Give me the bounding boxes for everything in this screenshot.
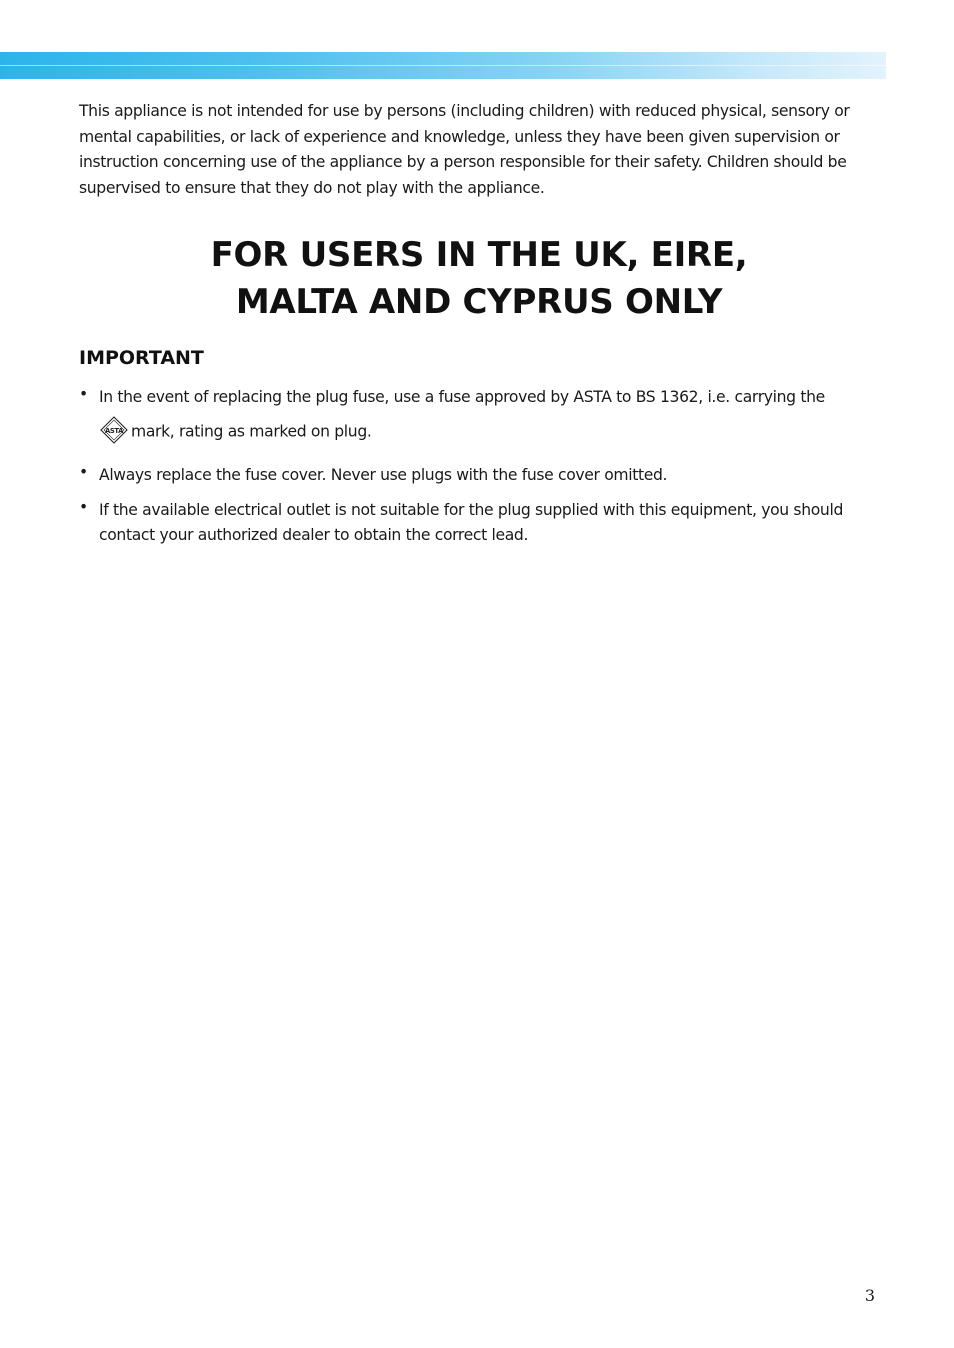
page-number: 3	[864, 1286, 875, 1305]
list-item	[79, 498, 879, 548]
bullet-text-after-mark: mark, rating as marked on plug.	[131, 422, 372, 441]
asta-approval-mark-icon	[99, 416, 129, 444]
page-title-line-2: MALTA AND CYPRUS ONLY	[235, 281, 723, 322]
header-band-line	[0, 65, 886, 66]
bullet-text	[99, 385, 879, 446]
asta-mark-label: ASTA	[104, 427, 124, 436]
list-item	[79, 385, 879, 446]
important-heading: IMPORTANT	[79, 347, 204, 369]
bullet-text: If the available electrical outlet is not suitable for the plug supplied with this equipment, you should contact your authorized dealer to obtain the correct lead.	[99, 501, 843, 544]
page-title	[79, 232, 879, 325]
header-band	[0, 52, 886, 79]
bullet-marker: •	[79, 385, 88, 403]
list-item	[79, 463, 879, 488]
asta-mark-line	[99, 418, 879, 446]
intro-paragraph: This appliance is not intended for use by persons (including children) with reduced physical, sensory or mental capabilities, or lack of experience and knowledge, unless they have been given supervision or instruction concerning use of the appliance by a person responsible for their safety. Children should be supervised to ensure that they do not play with the appliance.	[79, 102, 850, 197]
page-title-line-1: FOR USERS IN THE UK, EIRE,	[210, 235, 748, 275]
bullet-marker: •	[79, 463, 88, 481]
bullet-marker: •	[79, 498, 88, 516]
bullet-text: Always replace the fuse cover. Never use plugs with the fuse cover omitted.	[99, 466, 668, 484]
bullet-text-before-mark: In the event of replacing the plug fuse, use a fuse approved by ASTA to BS 1362, i.e. carrying the	[99, 388, 825, 406]
